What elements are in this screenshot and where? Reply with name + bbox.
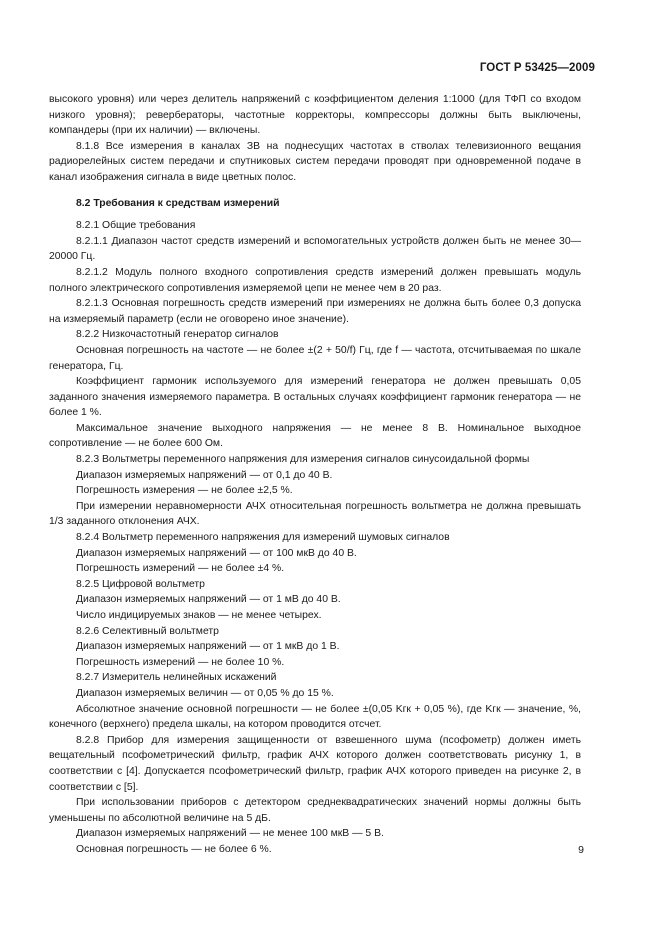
paragraph: Диапазон измеряемых напряжений — от 0,1 до 40 В. bbox=[76, 469, 333, 481]
paragraph: Основная погрешность — не более 6 %. bbox=[76, 843, 272, 855]
paragraph: При измерении неравномерности АЧХ относительная погрешность вольтметра не должна превышать 1/3 заданного отклонения АЧХ. bbox=[49, 500, 581, 528]
paragraph: 8.2.1.3 Основная погрешность средств измерений при измерениях не должна быть более 0,3 допуска на измеряемый параметр (если не оговорено иное значение). bbox=[49, 298, 581, 325]
subsection-title: 8.2.4 Вольтметр переменного напряжения для измерений шумовых сигналов bbox=[76, 532, 450, 544]
subsection-title: 8.2.5 Цифровой вольтметр bbox=[76, 578, 205, 590]
subsection-title: 8.2.2 Низкочастотный генератор сигналов bbox=[76, 329, 279, 341]
page-number: 9 bbox=[578, 844, 584, 856]
paragraph: Число индицируемых знаков — не менее четырех. bbox=[76, 610, 322, 621]
paragraph: Диапазон измеряемых напряжений — не менее 100 мкВ — 5 В. bbox=[76, 828, 384, 840]
paragraph: Максимальное значение выходного напряжения — не менее 8 В. Номинальное выходное сопротивление — не более 600 Ом. bbox=[49, 422, 581, 450]
paragraph: Абсолютное значение основной погрешности — не более ±(0,05 Kгк + 0,05 %), где Kгк — значение, %, конечного (верхнего) предела шкалы, на котором проводится отсчет. bbox=[49, 703, 581, 731]
paragraph: Диапазон измеряемых напряжений — от 1 мВ до 40 В. bbox=[76, 594, 341, 606]
paragraph: Основная погрешность на частоте — не более ±(2 + 50/f) Гц, где f — частота, отсчитываемая по шкале генератора, Гц. bbox=[49, 344, 581, 372]
paragraph: 8.1.8 Все измерения в каналах ЗВ на поднесущих частотах в стволах телевизионного вещания радиорелейных систем передачи и спутниковых систем передачи проводят при одновременной подаче в канал изображения сигнала в виде цветных полос. bbox=[49, 140, 581, 183]
subsection-title: 8.2.3 Вольтметры переменного напряжения для измерения сигналов синусоидальной формы bbox=[76, 454, 530, 466]
paragraph: Погрешность измерений — не более ±4 %. bbox=[76, 563, 285, 575]
paragraph: Диапазон измеряемых напряжений — от 1 мкВ до 1 В. bbox=[76, 641, 340, 653]
paragraph: 8.2.1.1 Диапазон частот средств измерений и вспомогательных устройств должен быть не менее 30—20000 Гц. bbox=[49, 235, 581, 263]
paragraph: Погрешность измерения — не более ±2,5 %. bbox=[76, 485, 293, 497]
paragraph: высокого уровня) или через делитель напряжений с коэффициентом деления 1:1000 (для ТФП со входом низкого уровня); ревербераторы, частотные корректоры, компрессоры должны быть выключены, компандеры (при их наличии) — включены. bbox=[49, 94, 581, 137]
document-code: ГОСТ Р 53425—2009 bbox=[479, 62, 595, 74]
subsection-title: 8.2.7 Измеритель нелинейных искажений bbox=[76, 672, 277, 684]
paragraph: Диапазон измеряемых напряжений — от 100 мкВ до 40 В. bbox=[76, 547, 357, 559]
paragraph: 8.2.1.2 Модуль полного входного сопротивления средств измерений должен превышать модуль полного электрического сопротивления измеряемой цепи не менее чем в 20 раз. bbox=[49, 266, 581, 294]
paragraph: 8.2.8 Прибор для измерения защищенности от взвешенного шума (псофометр) должен иметь вещательный псофометрический фильтр, график АЧХ которого должен соответствовать рисунку 1, в соответствии с [4]. Допускается псофометрический фильтр, график АЧХ которого приведен на рисунке 2, в соответствии с [5]. bbox=[49, 734, 581, 793]
paragraph: При использовании приборов с детектором среднеквадратических значений нормы должны быть уменьшены по абсолютной величине на 5 дБ. bbox=[49, 797, 581, 824]
paragraph: Погрешность измерений — не более 10 %. bbox=[76, 656, 285, 668]
section-heading: 8.2 Требования к средствам измерений bbox=[76, 197, 280, 209]
page-body bbox=[49, 92, 581, 858]
paragraph: Диапазон измеряемых величин — от 0,05 % до 15 %. bbox=[76, 687, 334, 699]
paragraph: Коэффициент гармоник используемого для измерений генератора не должен превышать 0,05 заданного значения измеряемого параметра. В остальных случаях коэффициент гармоник генератора — не более 1 %. bbox=[49, 376, 581, 419]
subsection-title: 8.2.6 Селективный вольтметр bbox=[76, 625, 219, 637]
subsection-title: 8.2.1 Общие требования bbox=[76, 220, 196, 232]
